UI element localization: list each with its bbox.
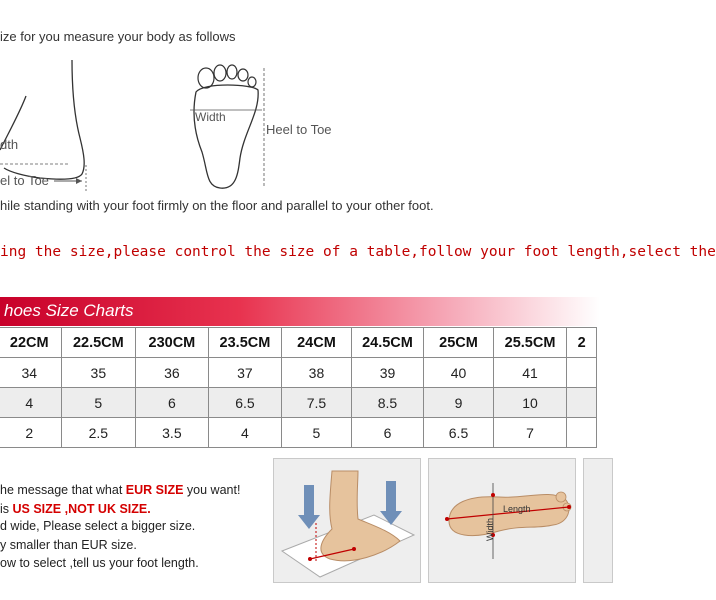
measure-intro-text: ize for you measure your body as follows bbox=[0, 29, 236, 44]
size-selection-note: ing the size,please control the size of a table,follow your foot length,select the bbox=[0, 244, 716, 260]
size-cell: 7.5 bbox=[282, 388, 351, 418]
size-cell: 5 bbox=[61, 388, 136, 418]
foot-length-message: ow to select ,tell us your foot length. bbox=[0, 556, 199, 570]
foot-on-board-illustration bbox=[274, 459, 420, 582]
top-width-label: Width bbox=[195, 110, 226, 124]
size-table-row bbox=[0, 418, 597, 448]
size-cell: 6 bbox=[136, 388, 209, 418]
size-cell: 36 bbox=[136, 358, 209, 388]
size-cell: 35 bbox=[61, 358, 136, 388]
size-cell: 34 bbox=[0, 358, 61, 388]
size-chart-title: hoes Size Charts bbox=[4, 301, 134, 320]
length-label: Length bbox=[503, 504, 531, 514]
size-header-cell: 22CM bbox=[0, 328, 61, 358]
size-header-cell: 24.5CM bbox=[351, 328, 424, 358]
size-cell: 10 bbox=[493, 388, 567, 418]
message-text: you want! bbox=[183, 483, 241, 497]
size-header-cell: 230CM bbox=[136, 328, 209, 358]
smaller-size-message: y smaller than EUR size. bbox=[0, 538, 137, 552]
size-cell: 2.5 bbox=[61, 418, 136, 448]
us-size-message bbox=[0, 502, 151, 516]
eur-size-message bbox=[0, 483, 240, 497]
foot-measure-panel-partial bbox=[583, 458, 613, 583]
measure-instruction-text: hile standing with your foot firmly on the floor and parallel to your other foot. bbox=[0, 198, 434, 213]
size-table-row bbox=[0, 358, 597, 388]
top-heel-to-toe-label: Heel to Toe bbox=[266, 122, 332, 137]
size-cell: 4 bbox=[208, 418, 282, 448]
size-cell bbox=[567, 388, 597, 418]
size-cell: 5 bbox=[282, 418, 351, 448]
size-cell: 6 bbox=[351, 418, 424, 448]
foot-measure-panel-top bbox=[428, 458, 576, 583]
foot-length-width-illustration bbox=[429, 459, 575, 582]
size-cell: 8.5 bbox=[351, 388, 424, 418]
size-header-cell: 2 bbox=[567, 328, 597, 358]
size-header-cell: 23.5CM bbox=[208, 328, 282, 358]
size-cell: 9 bbox=[424, 388, 493, 418]
size-header-cell: 25CM bbox=[424, 328, 493, 358]
us-size-highlight: US SIZE ,NOT UK SIZE. bbox=[12, 502, 151, 516]
size-table-row bbox=[0, 388, 597, 418]
foot-top-view-illustration bbox=[178, 62, 278, 194]
size-cell: 37 bbox=[208, 358, 282, 388]
size-cell: 2 bbox=[0, 418, 61, 448]
size-cell: 4 bbox=[0, 388, 61, 418]
size-header-cell: 24CM bbox=[282, 328, 351, 358]
foot-measure-panel-side bbox=[273, 458, 421, 583]
size-cell: 3.5 bbox=[136, 418, 209, 448]
size-cell: 6.5 bbox=[208, 388, 282, 418]
size-cell bbox=[567, 418, 597, 448]
size-cell: 7 bbox=[493, 418, 567, 448]
wide-foot-message: d wide, Please select a bigger size. bbox=[0, 519, 196, 533]
eur-size-highlight: EUR SIZE bbox=[125, 483, 184, 497]
width-label: Width bbox=[485, 517, 495, 541]
message-text: he message that what bbox=[0, 483, 126, 497]
size-cell: 38 bbox=[282, 358, 351, 388]
size-cell: 39 bbox=[351, 358, 424, 388]
size-header-cell: 22.5CM bbox=[61, 328, 136, 358]
size-cell: 40 bbox=[424, 358, 493, 388]
size-header-row bbox=[0, 328, 597, 358]
size-cell: 41 bbox=[493, 358, 567, 388]
size-cell: 6.5 bbox=[424, 418, 493, 448]
size-cell bbox=[567, 358, 597, 388]
size-chart-table bbox=[0, 327, 597, 448]
side-heel-to-toe-label: el to Toe bbox=[0, 173, 49, 188]
message-text: is bbox=[0, 502, 13, 516]
side-width-label: dth bbox=[0, 137, 19, 152]
size-header-cell: 25.5CM bbox=[493, 328, 567, 358]
